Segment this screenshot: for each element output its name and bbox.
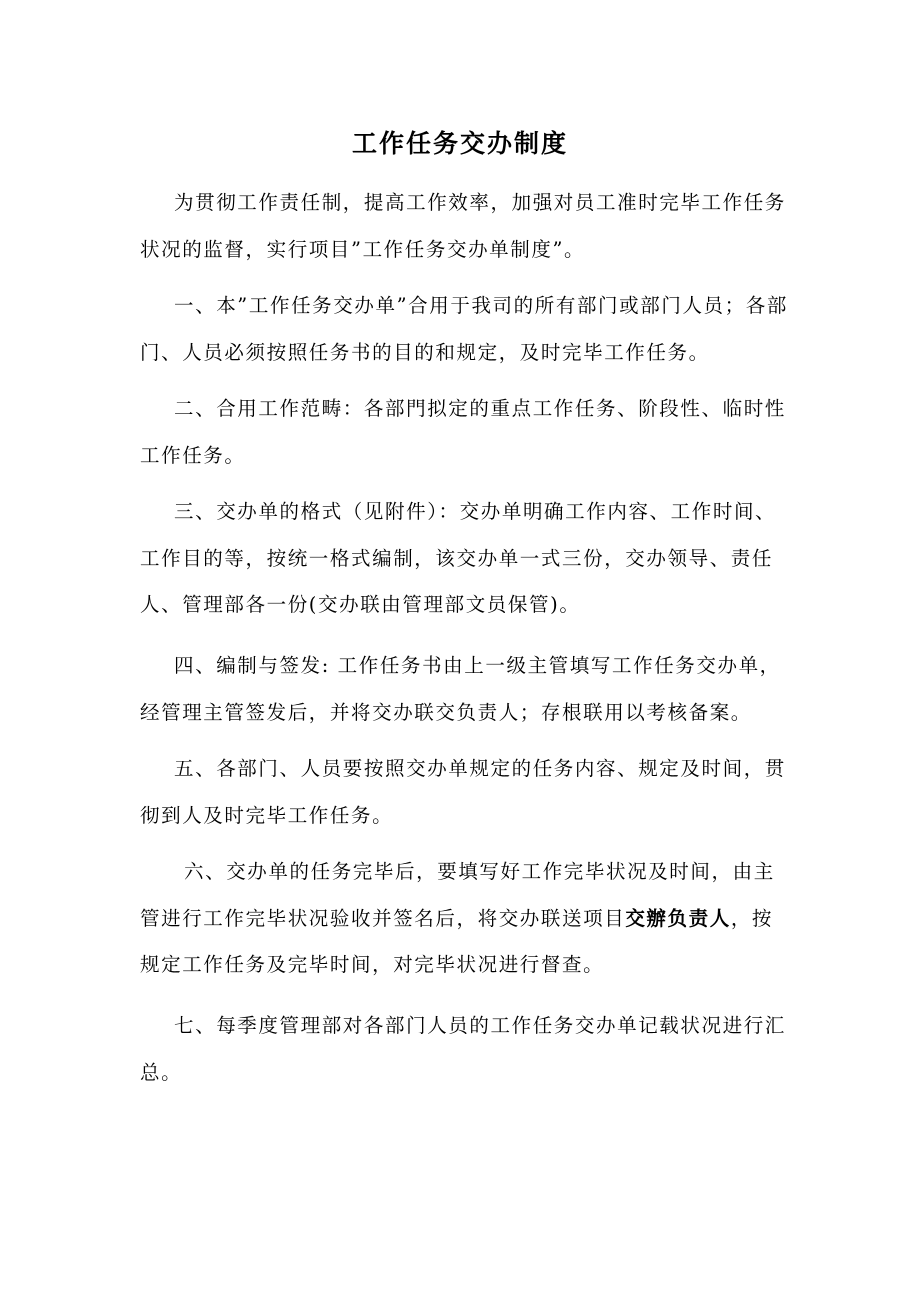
clause-4-paragraph: 四、编制与签发: 工作任务书由上一级主管填写工作任务交办单，经管理主管签发后，并将交办联交负责人；存根联用以考核备案。	[140, 654, 781, 724]
clause-2-paragraph: 二、合用工作范畴：各部門拟定的重点工作任务、阶段性、临时性工作任务。	[140, 397, 786, 467]
clause-6-text-start: 六、交办单的任务完毕后，要填写好工作完毕状况及时间，由主管进行工作完毕状况验收并签名后，将交办联送项目	[140, 860, 775, 930]
clause-5-paragraph: 五、各部门、人员要按照交办单规定的任务内容、规定及时间，贯彻到人及时完毕工作任务。	[140, 757, 786, 827]
intro-paragraph: 为贯彻工作责任制，提高工作效率，加强对员工准时完毕工作任务状况的监督，实行项目”工作任务交办单制度”。	[140, 191, 786, 261]
clause-3-paragraph: 三、交办单的格式（见附件）：交办单明确工作内容、工作时间、工作目的等，按统一格式编制，该交办单一式三份，交办领导、责任人、管理部各一份(交办联由管理部文员保管)。	[140, 500, 777, 616]
clause-6-paragraph	[140, 849, 790, 989]
clause-6-text-end: ，按规定工作任务及完毕时间，对完毕状况进行督查。	[140, 906, 774, 976]
clause-6-bold-responsible-person: 交辦负责人	[625, 906, 731, 930]
clause-1-paragraph: 一、本”工作任务交办单”合用于我司的所有部门或部门人员；各部门、人员必须按照任务书的目的和规定，及时完毕工作任务。	[140, 294, 788, 364]
clause-7-paragraph: 七、每季度管理部对各部门人员的工作任务交办单记载状况进行汇总。	[140, 1014, 786, 1084]
document-title: 工作任务交办制度	[351, 129, 568, 158]
